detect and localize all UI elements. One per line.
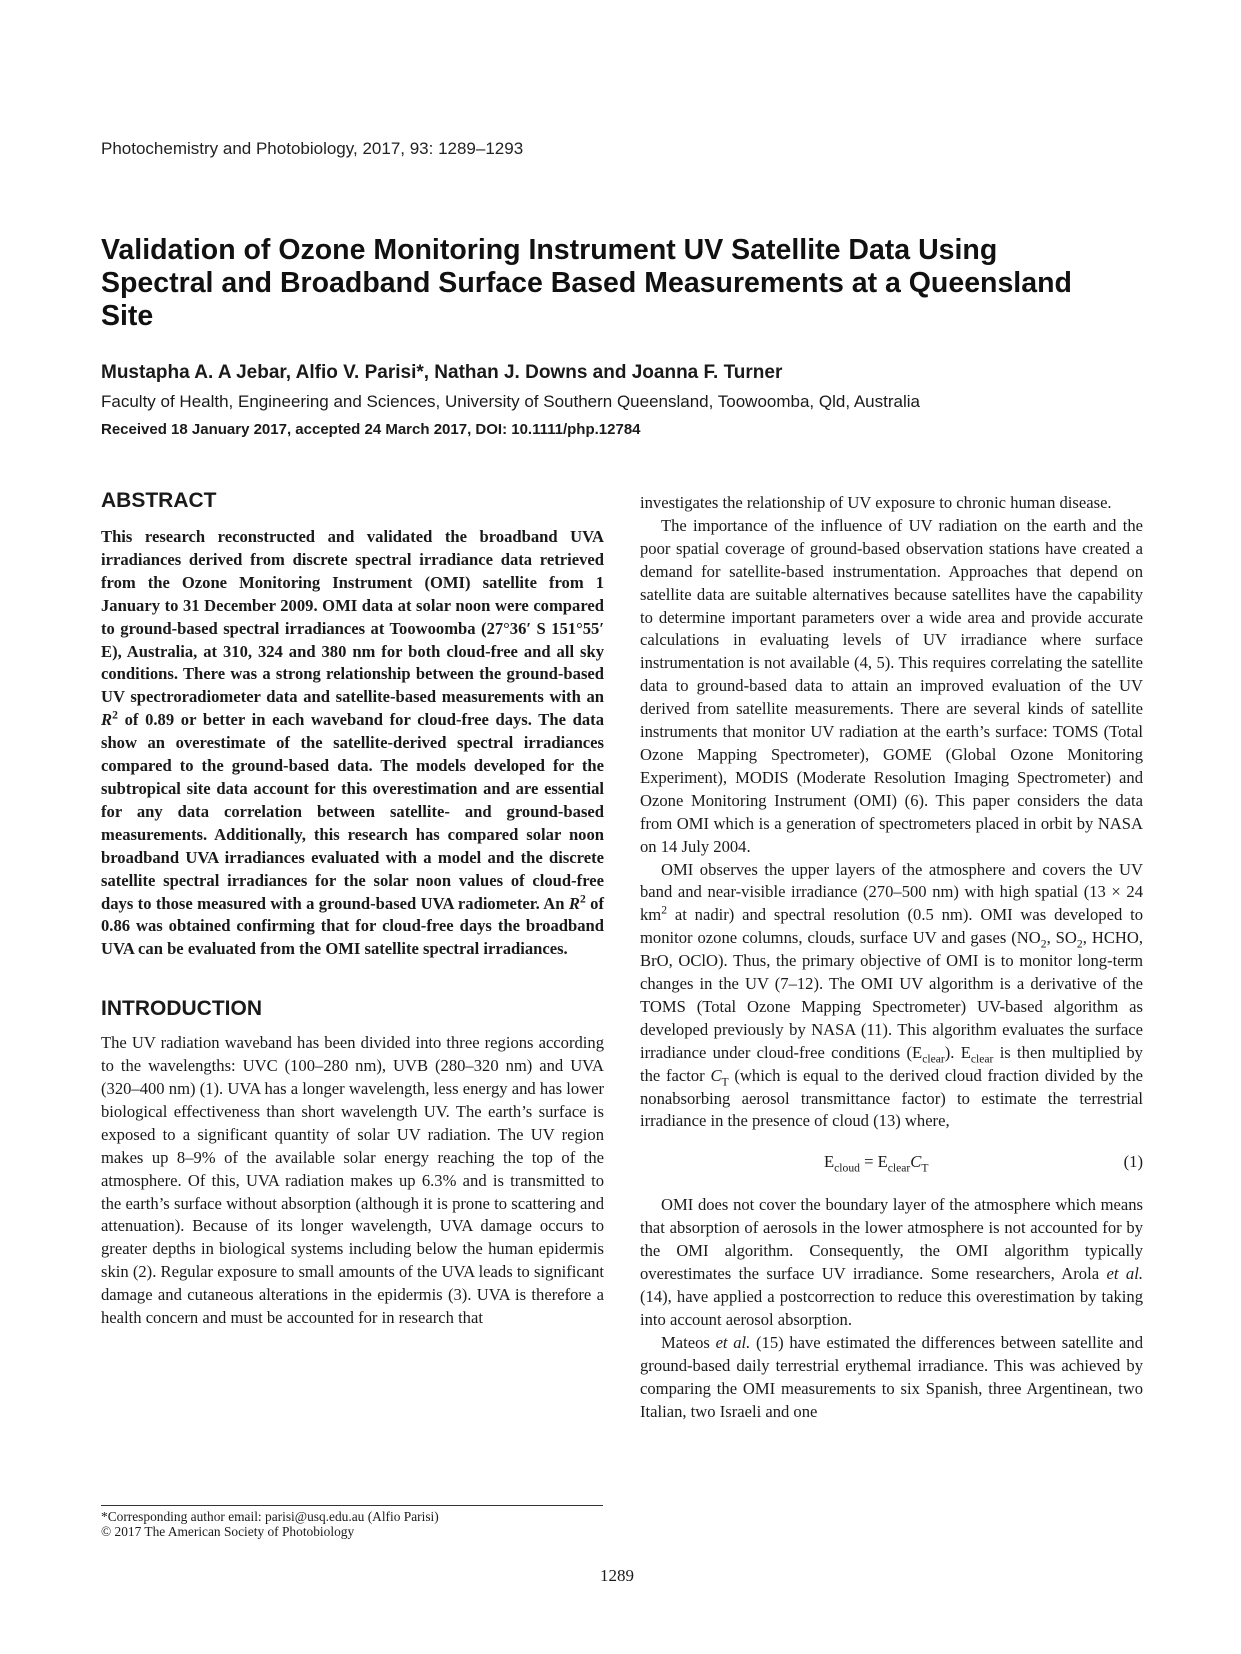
- left-column: [101, 488, 604, 1330]
- paragraph-mateos: [640, 1332, 1143, 1424]
- article-title: [101, 234, 1151, 333]
- mateos-text-b: (15) have estimated the differences between satellite and ground-based daily terrestrial erythemal irradiance. This was achieved by comparing the OMI measurements to six Spanish, three Argentinean, two Italian, two Israeli and one: [640, 1332, 1143, 1421]
- paragraph-omi-description: [640, 859, 1143, 1134]
- superscript-2: 2: [112, 708, 118, 722]
- equation-number: (1): [1123, 1152, 1143, 1172]
- eq-equals-e: = E: [859, 1152, 888, 1172]
- boundary-text-a: OMI does not cover the boundary layer of the atmosphere which means that absorption of aerosols in the lower atmosphere is not accounted for by the OMI algorithm. Consequently, the OMI algorithm typically overestimates the surface UV irradiance. Some researchers, Arola: [640, 1195, 1143, 1284]
- omi-text-b: at nadir) and spectral resolution (0.5 nm). OMI was developed to monitor ozone columns, clouds, surface UV and gases (NO: [640, 905, 1143, 948]
- et-al: et al.: [715, 1332, 751, 1352]
- footnotes: [101, 1509, 439, 1539]
- corresponding-author-footnote: *Corresponding author email: parisi@usq.edu.au (Alfio Parisi): [101, 1509, 439, 1524]
- author-list: Mustapha A. A Jebar, Alfio V. Parisi*, Nathan J. Downs and Joanna F. Turner: [101, 362, 783, 383]
- subscript-clear: clear: [970, 1052, 994, 1066]
- abstract-heading: ABSTRACT: [101, 489, 217, 512]
- paragraph-satellite-importance: The importance of the influence of UV radiation on the earth and the poor spatial coverage of ground-based observation stations have created a demand for satellite-based instrumentation. Approaches that depend on satellite data are suitable alternatives because satellites have the capability to determine important parameters over a wide area and provide accurate calculations in evaluating levels of UV irradiance where surface instrumentation is not available (4, 5). This requires correlating the satellite data to ground-based data to attain an improved evaluation of the UV derived from satellite measurements. There are several kinds of satellite instruments that monitor UV radiation at the earth’s surface: TOMS (Total Ozone Mapping Spectrometer), GOME (Global Ozone Monitoring Experiment), MODIS (Moderate Resolution Imaging Spectrometer) and Ozone Monitoring Instrument (OMI) (6). This paper considers the data from OMI which is a generation of spectrometers placed in orbit by NASA on 14 July 2004.: [640, 515, 1143, 856]
- omi-text-e: ). E: [944, 1042, 971, 1062]
- boundary-text-b: (14), have applied a postcorrection to reduce this overestimation by taking into account aerosol absorption.: [640, 1287, 1143, 1329]
- title-line-3: Site: [101, 300, 154, 332]
- subscript-2: 2: [1040, 937, 1047, 951]
- mateos-text-a: Mateos: [661, 1332, 716, 1352]
- paragraph-continuation: investigates the relationship of UV exposure to chronic human disease.: [640, 493, 1112, 512]
- abstract-text-part-b: of 0.89 or better in each waveband for cloud-free days. The data show an overestimate of the satellite-derived spectral irradiances compared to the ground-based data. The models developed for the subtropical site data account for this overestimation and are essential for any data correlation between satellite- and ground-based measurements. Additionally, this research has compared solar noon broadband UVA irradiances evaluated with a model and the discrete satellite spectral irradiances for the solar noon values of cloud-free days to those measured with a ground-based UVA radiometer. An: [101, 710, 604, 913]
- footnote-divider: [101, 1505, 603, 1506]
- subscript-clear: clear: [922, 1052, 945, 1066]
- c-symbol: C: [710, 1065, 722, 1085]
- paragraph-boundary-layer: [640, 1194, 1143, 1331]
- omi-text-a: OMI observes the upper layers of the atmosphere and covers the UV band and near-visible irradiance (270–500 nm) with high spatial (13 × 24 km: [640, 859, 1143, 925]
- subscript-t: T: [921, 1161, 929, 1175]
- superscript-2: 2: [661, 903, 668, 917]
- copyright-footnote: © 2017 The American Society of Photobiology: [101, 1524, 355, 1539]
- intro-paragraph-1: The UV radiation waveband has been divided into three regions according to the wavelengths: UVC (100–280 nm), UVB (280–320 nm) and UVA (320–400 nm) (1). UVA has a longer wavelength, less energy and has lower biological effectiveness than short wavelength UV. The earth’s surface is exposed to a significant quantity of solar UV radiation. The UV region makes up 8–9% of the available solar energy reaching the top of the atmosphere. Of this, UVA radiation makes up 6.3% and is transmitted to the earth’s surface without absorption (although it is prone to scattering and attenuation). Because of its longer wavelength, UVA damage occurs to greater depths in biological systems including below the human epidermis skin (2). Regular exposure to small amounts of the UVA leads to significant damage and cutaneous alterations in the epidermis (3). UVA is therefore a health concern and must be accounted for in research that: [101, 1033, 604, 1328]
- superscript-2: 2: [579, 891, 586, 905]
- abstract-text-part-a: This research reconstructed and validated the broadband UVA irradiances derived from discrete spectral irradiance data retrieved from the Ozone Monitoring Instrument (OMI) satellite from 1 January to 31 December 2009. OMI data at solar noon were compared to ground-based spectral irradiances at Toowoomba (27°36′ S 151°55′ E), Australia, at 310, 324 and 380 nm for both cloud-free and all sky conditions. There was a strong relationship between the ground-based UV spectroradiometer data and satellite-based measurements with an: [101, 527, 604, 707]
- r-symbol: R: [101, 710, 113, 730]
- equation-body: [824, 1151, 928, 1174]
- subscript-clear: clear: [887, 1161, 911, 1175]
- abstract-text-part-c: of 0.86 was obtained confirming that for cloud-free days the broadband UVA can be evaluated from the OMI satellite spectral irradiances.: [101, 893, 604, 959]
- omi-text-f: is then multiplied by the factor: [640, 1042, 1143, 1085]
- equation-1: [640, 1151, 1143, 1175]
- abstract-text: [101, 526, 604, 961]
- omi-text-g: (which is equal to the derived cloud fraction divided by the nonabsorbing aerosol transmittance factor) to estimate the terrestrial irradiance in the presence of cloud (13) where,: [640, 1065, 1143, 1131]
- eq-e: E: [824, 1152, 835, 1172]
- journal-citation: Photochemistry and Photobiology, 2017, 93: 1289–1293: [101, 139, 524, 158]
- subscript-2: 2: [1076, 937, 1083, 951]
- r-symbol: R: [568, 893, 580, 913]
- page-number: 1289: [600, 1566, 634, 1585]
- c-symbol: C: [910, 1152, 922, 1172]
- subscript-cloud: cloud: [834, 1161, 860, 1175]
- affiliation: Faculty of Health, Engineering and Sciences, University of Southern Queensland, Toowoomba, Qld, Australia: [101, 392, 920, 411]
- subscript-t: T: [721, 1074, 729, 1088]
- title-line-2: Spectral and Broadband Surface Based Measurements at a Queensland: [101, 267, 1072, 299]
- omi-text-d: , HCHO, BrO, OClO). Thus, the primary objective of OMI is to monitor long-term changes in the UV (7–12). The OMI UV algorithm is a derivative of the TOMS (Total Ozone Mapping Spectrometer) UV-based algorithm as developed previously by NASA (11). This algorithm evaluates the surface irradiance under cloud-free conditions (E: [640, 928, 1144, 1062]
- omi-text-c: , SO: [1046, 928, 1077, 948]
- introduction-heading: INTRODUCTION: [101, 997, 262, 1021]
- title-line-1: Validation of Ozone Monitoring Instrument UV Satellite Data Using: [101, 234, 998, 266]
- et-al: et al.: [1106, 1264, 1143, 1284]
- right-column: [640, 492, 1143, 1423]
- received-dates-doi: Received 18 January 2017, accepted 24 March 2017, DOI: 10.1111/php.12784: [101, 421, 641, 438]
